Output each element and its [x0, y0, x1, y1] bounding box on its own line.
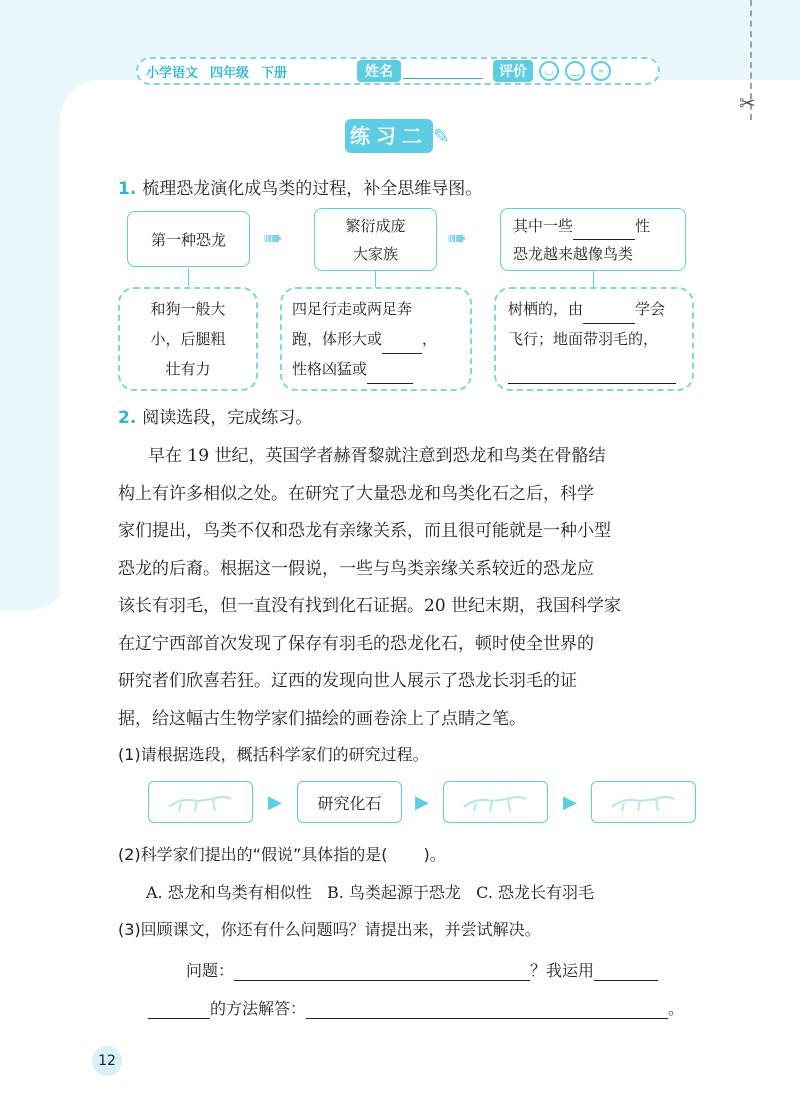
stage2-detail-1: 四足行走或两足奔: [292, 300, 413, 318]
q1-text: 梳理恐龙演化成鸟类的过程，补全思维导图。: [142, 179, 483, 199]
flow-box-1[interactable]: [148, 781, 253, 823]
flow-box-2: [297, 781, 402, 823]
stage3-detail-1a: 树栖的，由: [508, 300, 584, 318]
flow-arrow-1: ▶: [268, 792, 282, 813]
subject-label: 小学语文: [146, 65, 199, 81]
stage1-box: [127, 211, 250, 267]
reading-passage: [118, 438, 708, 738]
q2-text: 阅读选段，完成练习。: [142, 408, 313, 428]
header-bar: [136, 57, 660, 85]
dinosaur-fossil-icon: [161, 787, 241, 817]
pencil-icon: ✎: [433, 124, 450, 148]
sub-question-2: [118, 842, 446, 865]
dinosaur-fossil-icon: [456, 787, 536, 817]
eval-label: 评价: [493, 60, 533, 82]
stage2-blank-2[interactable]: [367, 368, 413, 384]
stage3-line1a: 其中一些: [513, 217, 574, 235]
passage-line-7: 研究者们欣喜若狂。辽西的发现向世人展示了恐龙长羽毛的证: [118, 671, 577, 691]
passage-line-4: 恐龙的后裔。根据这一假说，一些与鸟类亲缘关系较近的恐龙应: [118, 558, 594, 579]
q2-number: 2.: [118, 408, 137, 428]
stage2-detail-2-end: ，: [422, 330, 438, 348]
connector-1: [188, 268, 189, 286]
flow-box-3[interactable]: [443, 781, 548, 823]
stage2-line2: 大家族: [352, 245, 398, 263]
stage3-blank-3[interactable]: [508, 368, 676, 384]
flow-box-2-label: 研究化石: [317, 793, 382, 813]
stage2-blank-1[interactable]: [382, 338, 422, 354]
stage3-blank-1[interactable]: [573, 224, 635, 240]
passage-line-6: 在辽宁西部首次发现了保存有羽毛的恐龙化石，顿时使全世界的: [118, 633, 594, 654]
stage2-box: [314, 208, 437, 271]
name-label: 姓名: [357, 60, 401, 82]
stage2-line1: 繁衍成庞: [345, 217, 406, 235]
method-blank-1[interactable]: [594, 965, 658, 981]
method-blank-2[interactable]: [148, 1003, 210, 1019]
mindmap-arrow-2: ➠: [447, 224, 468, 252]
stage3-detail-box: [494, 287, 694, 391]
exercise-title: 练习二: [345, 119, 433, 153]
stage3-blank-2[interactable]: [583, 308, 635, 324]
stage3-line1b: 性: [635, 217, 651, 235]
stage2-detail-3: 性格凶猛或: [292, 360, 368, 378]
page-number: 12: [92, 1046, 122, 1076]
answer-blank[interactable]: [306, 1003, 668, 1019]
question-label: 问题：: [186, 961, 235, 980]
stage2-detail-box: [280, 287, 472, 391]
scissors-icon: ✂: [739, 91, 756, 115]
book-info: [146, 62, 287, 81]
stage3-detail-1b: 学会: [635, 300, 666, 318]
sub-question-3: (3)回顾课文，你还有什么问题吗？请提出来，并尝试解决。: [118, 920, 541, 939]
stage2-detail-2: 跑，体形大或: [292, 330, 383, 348]
stage1-detail-box: [118, 287, 258, 391]
sub-question-1: (1)请根据选段，概括科学家们的研究过程。: [118, 745, 429, 764]
passage-line-3: 家们提出，鸟类不仅和恐龙有亲缘关系，而且很可能就是一种小型: [118, 521, 611, 541]
sub-question-2-text: (2)科学家们提出的“假说”具体指的是(: [118, 845, 388, 864]
flow-arrow-3: ▶: [563, 792, 577, 813]
neutral-face-icon[interactable]: ‿: [565, 61, 585, 81]
q1-heading: [118, 174, 482, 199]
mindmap-arrow-1: ➠: [263, 224, 284, 252]
stage1-detail-3: 壮有力: [165, 360, 211, 378]
volume-label: 下册: [261, 65, 288, 81]
q1-number: 1.: [118, 179, 137, 199]
method-label: 的方法解答：: [210, 999, 307, 1018]
question-blank[interactable]: [234, 965, 530, 981]
stage3-detail-2: 飞行；地面带羽毛的，: [508, 330, 659, 348]
sub-question-2-end: )。: [423, 845, 446, 864]
flow-arrow-2: ▶: [415, 792, 429, 813]
passage-line-5: 该长有羽毛，但一直没有找到化石证据。20 世纪末期，我国科学家: [118, 596, 622, 616]
stage1-detail-1: 和狗一般大: [150, 300, 226, 318]
choice-options: A. 恐龙和鸟类有相似性 B. 鸟类起源于恐龙 C. 恐龙长有羽毛: [146, 883, 595, 902]
stage3-box: [500, 208, 686, 271]
flat-face-icon[interactable]: –: [591, 61, 611, 81]
dinosaur-fossil-icon: [604, 787, 684, 817]
passage-line-2: 构上有许多相似之处。在研究了大量恐龙和鸟类化石之后，科学: [118, 483, 594, 504]
happy-face-icon[interactable]: ◡: [539, 61, 559, 81]
question-mid: ？我运用: [530, 961, 595, 980]
end-mark: 。: [668, 999, 685, 1018]
stage1-detail-2: 小，后腿粗: [150, 330, 226, 348]
stage1-label: 第一种恐龙: [150, 230, 226, 249]
passage-line-8: 据，给这幅古生物学家们描绘的画卷涂上了点睛之笔。: [118, 708, 526, 729]
method-line: [148, 996, 684, 1019]
name-field[interactable]: [403, 63, 483, 79]
q2-heading: [118, 403, 312, 428]
grade-label: 四年级: [210, 65, 250, 81]
question-line: [186, 958, 658, 981]
passage-line-1: 早在 19 世纪，英国学者赫胥黎就注意到恐龙和鸟类在骨骼结: [148, 446, 606, 466]
stage3-line2: 恐龙越来越像鸟类: [513, 245, 634, 263]
flow-box-4[interactable]: [591, 781, 696, 823]
